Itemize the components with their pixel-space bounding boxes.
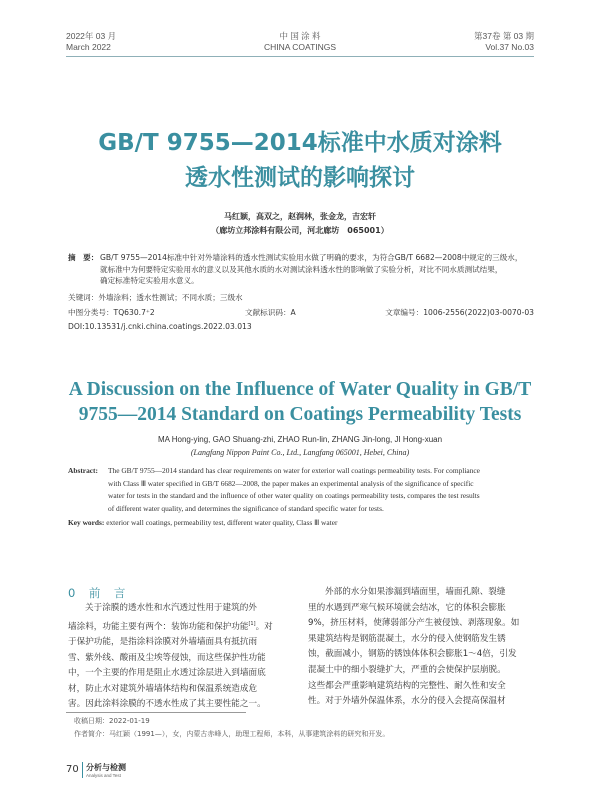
header-journal-en: CHINA COATINGS (263, 42, 337, 52)
keywords-cn: 关键词：外墙涂料；透水性测试；不同水质；三级水 (68, 293, 243, 302)
header-volume (474, 31, 534, 53)
section-name-en: Analysis and Test (86, 773, 121, 778)
authors-cn: 马红颖，高双之，赵润林，张金龙，吉宏轩 (224, 212, 376, 221)
header-journal-cn: 中 国 涂 料 (279, 31, 321, 41)
right-col-line5: 蚀，截面减小，钢筋的锈蚀体体积会膨胀1～4倍，引发 (308, 649, 517, 660)
right-column (308, 585, 534, 710)
abstract-cn-line2: 就标准中为何要特定实验用水的意义以及其他水质的水对测试涂料透水性的影响做了实验分析，对比不同水质测试结果， (100, 264, 503, 274)
keywords-en (68, 517, 337, 530)
abstract-en-line4: of different water quality, and determines the significance of standard specific water for tests. (108, 503, 384, 513)
section-name-cn: 分析与检测 (86, 763, 126, 772)
right-col-line7: 这些都会严重影响建筑结构的完整性、耐久性和安全 (308, 680, 506, 691)
page-number: 70 (66, 764, 79, 775)
abstract-cn-label: 摘 要： (68, 253, 99, 262)
abstract-en-label: Abstract: (68, 466, 98, 475)
abstract-en (68, 465, 538, 515)
article-number: 文章编号：1006-2556(2022)03-0070-03 (385, 308, 534, 317)
section-heading: 0 前 言 (68, 586, 127, 600)
right-col-line8: 性。对于外墙外保温体系，水分的侵入会提高保温材 (308, 696, 506, 707)
left-col-line1: 关于涂膜的透水性和水汽透过性用于建筑的外 (85, 603, 257, 613)
left-col-line7: 害。因此涂料涂膜的不透水性成了其主要性能之一。 (68, 699, 266, 710)
abstract-cn (68, 252, 538, 287)
affiliation-cn: （廊坊立邦涂料有限公司，河北廊坊 065001） (211, 226, 389, 235)
abstract-cn-line1: GB/T 9755—2014标准中针对外墙涂料的透水性测试实验用水做了明确的要求，为符合GB/T 6682—2008中规定的三级水， (100, 253, 523, 262)
left-col-line6: 材，防止水对建筑外墙墙体结构和保温系统造成危 (68, 683, 258, 694)
doc-code: 文献标识码：A (245, 308, 296, 317)
footnote-received: 收稿日期：2022-01-19 (74, 717, 150, 725)
header-volume-en: Vol.37 No.03 (485, 42, 534, 52)
left-col-line3: 于保护功能，是指涂料涂膜对外墙墙面具有抵抗雨 (68, 637, 258, 648)
keywords-en-text: exterior wall coatings, permeability test, different water quality, Class Ⅲ water (106, 518, 338, 527)
header-rule (66, 56, 534, 57)
title-en-line1: A Discussion on the Influence of Water Quality in GB/T (68, 379, 532, 400)
clc-number: 中图分类号：TQ630.7⁺2 (68, 308, 155, 317)
doi: DOI:10.13531/j.cnki.china.coatings.2022.03.013 (68, 322, 252, 331)
left-col-line2: 墙涂料，功能主要有两个：装饰功能和保护功能[1]。对 (68, 620, 273, 632)
abstract-en-line1: The GB/T 9755—2014 standard has clear requirements on water for exterior wall coatings permeability tests. For compliance (108, 466, 480, 475)
abstract-en-line3: water for tests in the standard and the influence of other water quality on coatings permeability tests, compares the test results (108, 491, 480, 501)
right-col-line4: 果建筑结构是钢筋混凝土，水分的侵入使钢筋发生锈 (308, 633, 506, 644)
left-col-line5: 中，一个主要的作用是阻止水透过涂层进入到墙面底 (68, 668, 266, 679)
right-col-line1: 外部的水分如果渗漏到墙面里，墙面孔隙、裂缝 (325, 587, 506, 597)
title-en-line2: 9755—2014 Standard on Coatings Permeability Tests (78, 404, 522, 425)
abstract-en-line2: with Class Ⅲ water specified in GB/T 6682—2008, the paper makes an experimental analysis of the significance of specific (108, 478, 474, 488)
left-col-line4: 雪、紫外线、酸雨及尘埃等侵蚀，而这些保护性功能 (68, 652, 266, 663)
right-col-line2: 里的水遇到严寒气候环境就会结冰，它的体积会膨胀 (308, 602, 506, 613)
abstract-cn-line3: 确定标准特定实验用水意义。 (100, 276, 199, 286)
right-col-line6: 混凝土中的细小裂缝扩大，严重的会使保护层崩脱。 (308, 664, 506, 675)
keywords-en-label: Key words: (68, 518, 105, 527)
right-col-line3: 9%，挤压材料，使薄弱部分产生被侵蚀、剥落现象。如 (308, 618, 520, 629)
affiliation-en: (Langfang Nippon Paint Co., Ltd., Langfang 065001, Hebei, China) (190, 448, 410, 457)
header-volume-cn: 第37卷 第 03 期 (474, 31, 534, 41)
footer-divider (82, 762, 83, 778)
left-column (68, 601, 290, 713)
citation-ref: [1] (248, 620, 256, 627)
header-date-cn: 2022年 03 月 (66, 31, 117, 41)
footnote-author: 作者简介：马红颖（1991—），女，内蒙古赤峰人，助理工程师，本科，从事建筑涂料的研究和开发。 (74, 730, 390, 738)
title-cn-line2: 透水性测试的影响探讨 (185, 165, 415, 191)
footnote-rule (66, 712, 246, 713)
title-cn-line1: GB/T 9755—2014标准中水质对涂料 (98, 130, 502, 156)
header-date-en: March 2022 (66, 42, 111, 52)
authors-en: MA Hong-ying, GAO Shuang-zhi, ZHAO Run-lin, ZHANG Jin-long, JI Hong-xuan (157, 435, 443, 444)
